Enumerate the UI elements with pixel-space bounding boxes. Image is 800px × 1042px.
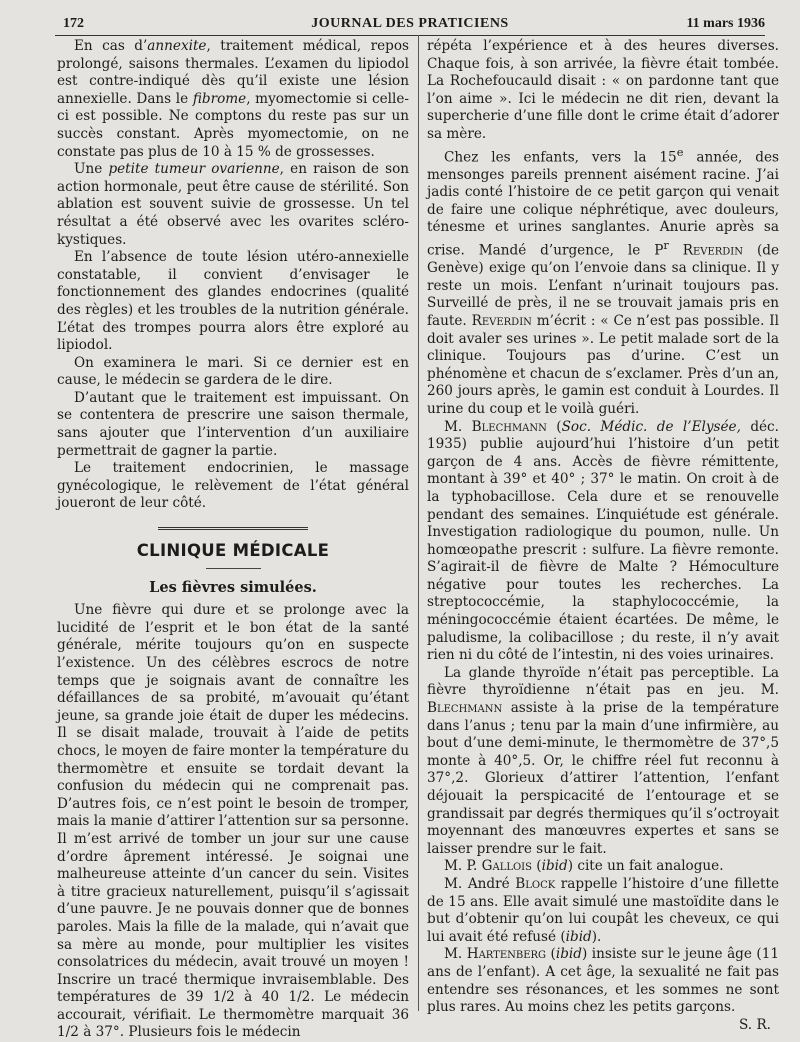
right-column	[427, 38, 779, 1034]
title-rule	[206, 568, 261, 569]
paragraph-annexite: En cas d’annexite, traitement médical, repos prolongé, saisons thermales. L’examen du lipiodol est contre-indiqué dès qu’il existe une lésion annexielle. Dans le fibrome, myomectomie si celle-ci est possible. Ne comptons du reste pas sur un succès constant. Après myomectomie, on ne constate pas plus de 10 à 15 % de grossesses.	[57, 38, 409, 160]
paragraph-block: M. André Block rappelle l’histoire d’une fillette de 15 ans. Elle avait simulé une mastoïdite dans le but d’obtenir qu’on lui coupât les cheveux, ce qui lui avait été refusé (ibid).	[427, 875, 780, 945]
journal-title: JOURNAL DES PRATICIENS	[311, 16, 509, 31]
paragraph-enfants: Chez les enfants, vers la 15e année, des mensonges pareils prennent aisément racine. J’ai jadis conté l’histoire de ce petit garçon qui venait de faire une colique néphrétique, avec douleurs, ténesme et urines sanglantes. Anurie après sa crise. Mandé d’urgence, le $P^r$ Reverdin (de Genève) exige qu’on l’envoie dans sa clinique. Il y reste un mois. L’enfant n’urinait toujours pas. Surveillé de près, il ne se trouvait jamais pris en faute. Reverdin m’écrit : « Ce n’est pas possible. Il doit avaler ses urines ». Le petit malade sort de la clinique. Toujours pas d’urine. C’est un phénomène et chacun de s’exclamer. Près d’un an, 260 jours après, le gamin est conduit à Lourdes. Il urine du coup et le voilà guéri.	[427, 144, 780, 417]
section-title: CLINIQUE MÉDICALE	[136, 541, 330, 561]
paragraph-gallois: M. P. Gallois (ibid) cite un fait analogue.	[444, 858, 724, 875]
issue-date: 11 mars 1936	[686, 16, 765, 31]
paragraph-massage: Le traitement endocrinien, le massage gynécologique, le relèvement de l’état général joueront de leur côté.	[57, 460, 409, 512]
article-subtitle: Les fièvres simulées.	[149, 578, 317, 596]
paragraph-blechmann: M. Blechmann (Soc. Médic. de l’Elysée, déc. 1935) publie aujourd’hui l’histoire d’un petit garçon de 4 ans. Accès de fièvre rémittente, montant à 39° et 40° ; 37° le matin. On croit à de la typhobacillose. Cela dure et se renouvelle pendant des semaines. L’inquiétude est générale. Investigation radiologique du poumon, nulle. Un homœopathe prescrit : sulfure. La fièvre remonte. S’agirait-il de fièvre de Malte ? Hémoculture négative pour toutes les recherches. La streptococcémie, la staphylococcémie, la méningococcémie étaient écartées. De même, le paludisme, la colibacillose ; du reste, il n’y avait rien ni du côté de l’intestin, ni des voies urinaires.	[427, 418, 779, 664]
paragraph-fievres: Une fièvre qui dure et se prolonge avec la lucidité de l’esprit et le bon état de la santé générale, mérite toujours qu’on en suspecte l’existence. Un des célèbres escrocs de notre temps que je soignais avant de connaître les défaillances de sa probité, m’avouait qu’étant jeune, sa grande joie était de duper les médecins. Il se disait malade, trouvait à l’aide de petits chocs, le moyen de faire monter la température du thermomètre et ensuite se tordait devant la confusion du médecin qui ne comprenait pas. D’autres fois, ce n’est point le besoin de tromper, mais la manie d’attirer l’attention sur sa personne. Il m’est arrivé de tomber un jour sur une cause d’ordre âprement intéressé. Je soignai une malheureuse atteinte d’un cancer du sein. Visites à titre gracieux naturellement, puisqu’il s’agissait d’une pauvre. Je ne pouvais donner que de bonnes paroles. Mais la fille de la malade, qui n’avait que sa mère au monde, pour multiplier les visites consolatrices du médecin, avait trouvé un moyen ! Inscrire un tracé thermique invraisemblable. Des températures de 39 1/2 à 40 1/2. Le médecin accourait, vérifiait. Le thermomètre marquait 36 1/2 à 37°. Plusieurs fois le médecin	[57, 602, 409, 1041]
paragraph-traitement: D’autant que le traitement est impuissant. On se contentera de prescrire une saison thermale, sans ajouter que l’intervention d’un auxiliaire permettrait de gagner la partie.	[57, 389, 409, 459]
left-column	[57, 38, 409, 1042]
header-rule	[55, 35, 765, 36]
section-separator	[158, 527, 308, 530]
paragraph-thyroide: La glande thyroïde n’était pas perceptible. La fièvre thyroïdienne n’était pas en jeu. M. Blechmann assiste à la prise de la température dans l’anus ; tenu par la main d’une infirmière, au bout d’une demi-minute, le thermomètre de 37°,5 monte à 40°,5. Or, le chiffre réel fut reconnu à 37°,2. Glorieux d’attirer l’attention, l’enfant déjouait la perspicacité de l’entourage et se grandissait par degrés thermiques qu’il s’octroyait moyennant des manœuvres expertes et sans se laisser prendre sur le fait.	[427, 664, 779, 857]
paragraph-continuation: répéta l’expérience et à des heures diverses. Chaque fois, à son arrivée, la fièvre était tombée. La Rochefoucauld disait : « on pardonne tant que l’on aime ». Ici le médecin ne dit rien, devant la supercherie d’une fille dont le crime était d’adorer sa mère.	[427, 38, 779, 142]
paragraph-hartenberg: M. Hartenberg (ibid) insiste sur le jeune âge (11 ans de l’enfant). A cet âge, la sexualité ne fait pas entendre ses résonances, et les sommes ne sont plus rares. Au moins chez les petits garçons.	[427, 946, 780, 1016]
author-signature: S. R.	[738, 1016, 771, 1033]
paragraph-tumeur: Une petite tumeur ovarienne, en raison de son action hormonale, peut être cause de stérilité. Son ablation est souvent suivie de grossesse. Un tel résultat a été observé avec les ovarites scléro-kystiques.	[57, 161, 410, 248]
paragraph-mari: On examinera le mari. Si ce dernier est en cause, le médecin se gardera de le dire.	[57, 354, 409, 389]
paragraph-endocrine: En l’absence de toute lésion utéro-annexielle constatable, il convient d’envisager le fonctionnement des glandes endocrines (qualité des règles) et les troubles de la nutrition générale. L’état des trompes pourra alors être exploré au lipiodol.	[57, 249, 409, 354]
page-number: 172	[63, 16, 84, 31]
column-divider	[418, 35, 419, 1011]
